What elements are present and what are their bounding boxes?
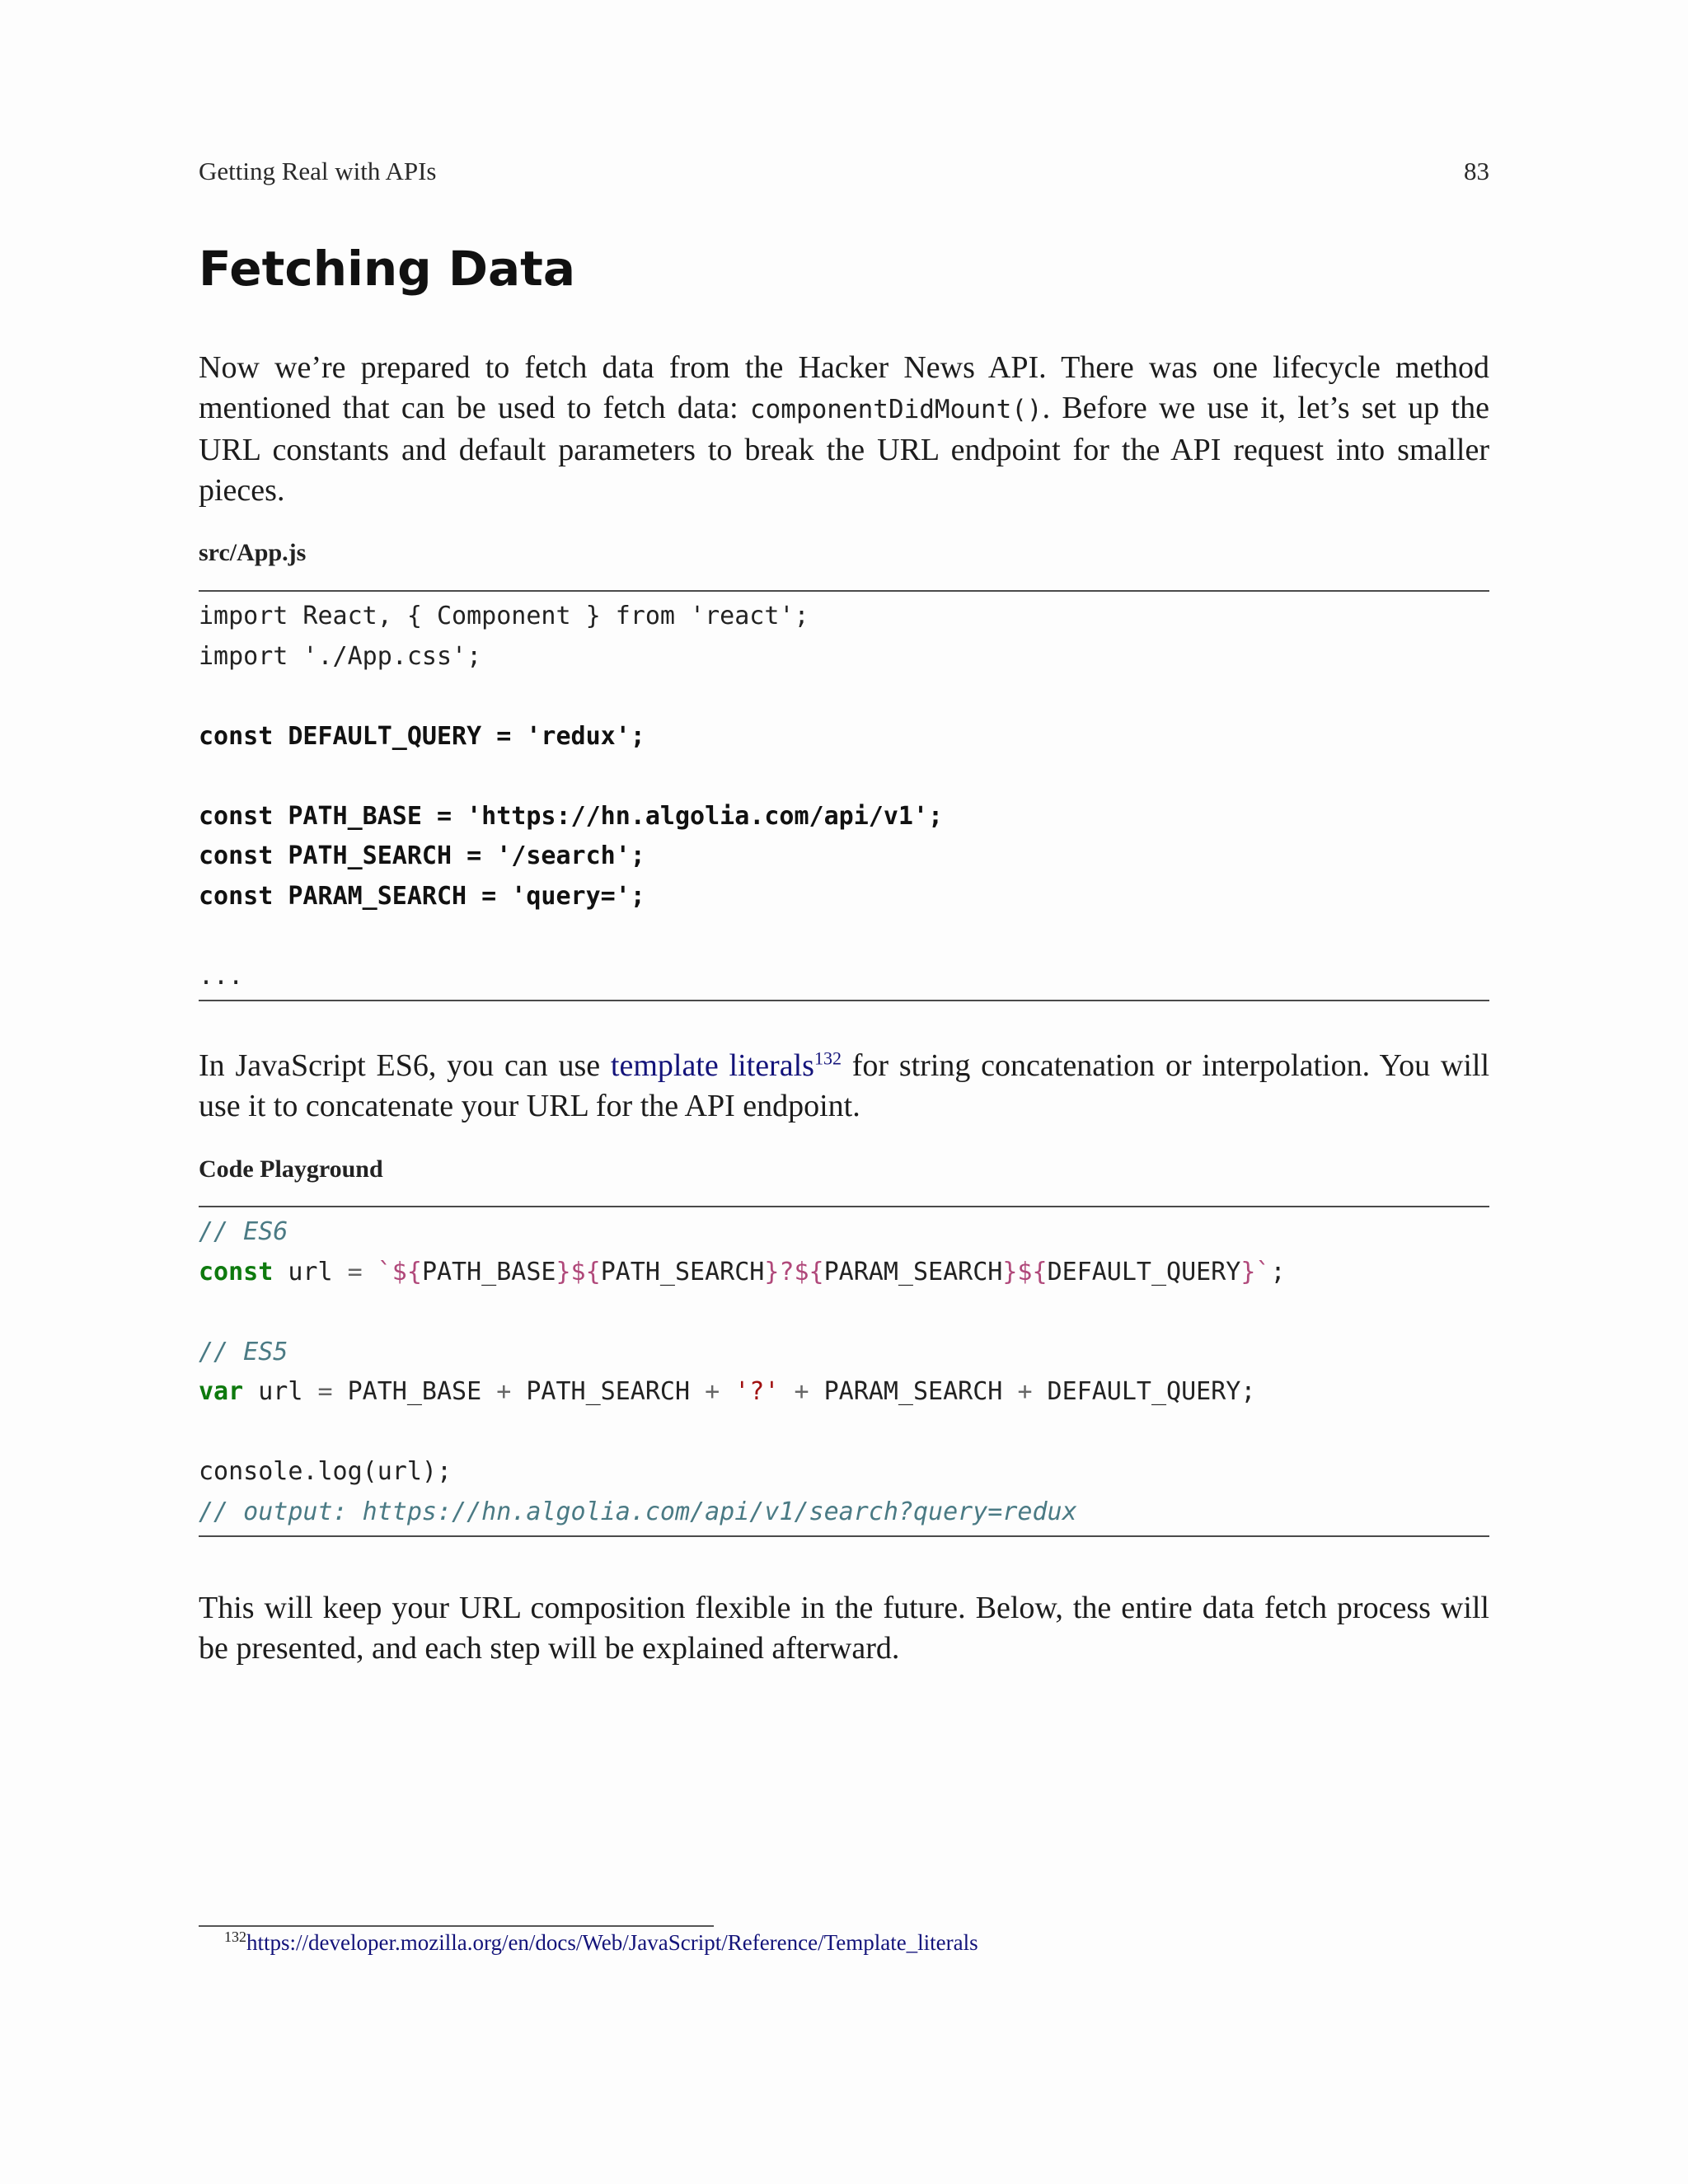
code-line-path-base: const PATH_BASE = 'https://hn.algolia.com/api/v1'; (199, 801, 944, 831)
code-template-delim: }` (1240, 1257, 1271, 1286)
code-operator: + (705, 1377, 720, 1406)
code-operator: + (496, 1377, 512, 1406)
code-token: PATH_BASE (332, 1377, 497, 1406)
code-token: url (273, 1257, 348, 1286)
code-token: PARAM_SEARCH (823, 1257, 1003, 1286)
code-template-delim: }?${ (764, 1257, 824, 1286)
intro-text-after: . Before we use it, let’s set up the URL constants and default parameters to break the URL endpoint for the API request into smaller pieces. (199, 391, 1489, 508)
para2-text-after: for string concatenation or interpolation. You will use it to concatenate your URL for the API endpoint. (199, 1048, 1489, 1123)
code-comment-es5: // ES5 (199, 1337, 288, 1366)
inline-code-componentdidmount: componentDidMount() (749, 395, 1043, 424)
code-line-blank (199, 1292, 1489, 1333)
code-line (199, 757, 1489, 797)
keyword-const: const (199, 1257, 274, 1286)
code-line: import React, { Component } from 'react'; (199, 602, 809, 630)
code-template-delim: }${ (1002, 1257, 1048, 1286)
page-number: 83 (1464, 157, 1489, 185)
footnote-number: 132 (224, 1929, 246, 1945)
code-token: ; (1270, 1257, 1286, 1286)
code-line-es5-url (199, 1372, 1489, 1413)
code-line-path-search: const PATH_SEARCH = '/search'; (199, 841, 645, 870)
code-comment-output: // output: https://hn.algolia.com/api/v1/search?query=redux (199, 1497, 1077, 1526)
keyword-var: var (199, 1377, 244, 1406)
code-line-blank (199, 1413, 1489, 1453)
intro-text-before: Now we’re prepared to fetch data from the Hacker News API. There was one lifecycle method mentioned that can be used to fetch data: (199, 350, 1489, 425)
code-line-ellipsis: ... (199, 961, 244, 991)
code-string: '?' (734, 1377, 780, 1406)
code-comment-es6: // ES6 (199, 1217, 288, 1246)
code-token: PATH_SEARCH (511, 1377, 706, 1406)
code-line: import './App.css'; (199, 641, 482, 671)
footnote-link[interactable]: https://developer.mozilla.org/en/docs/Web/JavaScript/Reference/Template_literals (246, 1930, 978, 1955)
code-token: PARAM_SEARCH (809, 1377, 1018, 1406)
code-token: DEFAULT_QUERY; (1032, 1377, 1256, 1406)
code-operator: + (1017, 1377, 1033, 1406)
code-line (199, 916, 1489, 957)
code-operator: = (347, 1257, 363, 1286)
closing-paragraph: This will keep your URL composition flexible in the future. Below, the entire data fetch process will be presented, and each step will be explained afterward. (199, 1591, 1489, 1666)
para2-text-before: In JavaScript ES6, you can use (199, 1048, 611, 1083)
footnote-reference[interactable]: 132 (814, 1047, 842, 1069)
code-line (199, 677, 1489, 717)
intro-paragraph (199, 348, 1489, 511)
code-line-console-log: console.log(url); (199, 1457, 452, 1486)
footnote (224, 1929, 978, 1956)
code-token: PATH_BASE (421, 1257, 556, 1286)
section-title: Fetching Data (199, 241, 576, 297)
code-operator: = (317, 1377, 333, 1406)
chapter-title: Getting Real with APIs (199, 157, 437, 185)
code-caption-app-js: src/App.js (199, 539, 307, 566)
code-line-default-query: const DEFAULT_QUERY = 'redux'; (199, 721, 645, 751)
code-line-param-search: const PARAM_SEARCH = 'query='; (199, 881, 645, 911)
code-caption-playground: Code Playground (199, 1155, 383, 1183)
code-token: PATH_SEARCH (600, 1257, 765, 1286)
template-literals-paragraph (199, 1046, 1489, 1127)
code-block-app-js (199, 590, 1489, 1001)
running-header (199, 157, 1489, 186)
code-block-playground (199, 1206, 1489, 1537)
code-token: DEFAULT_QUERY (1047, 1257, 1241, 1286)
code-operator: + (794, 1377, 809, 1406)
footnote-divider (199, 1925, 714, 1927)
code-template-delim: }${ (556, 1257, 601, 1286)
code-token: url (243, 1377, 318, 1406)
code-template-delim: `${ (377, 1257, 422, 1286)
code-line-es6-url (199, 1253, 1489, 1293)
template-literals-link[interactable]: template literals (610, 1048, 814, 1083)
